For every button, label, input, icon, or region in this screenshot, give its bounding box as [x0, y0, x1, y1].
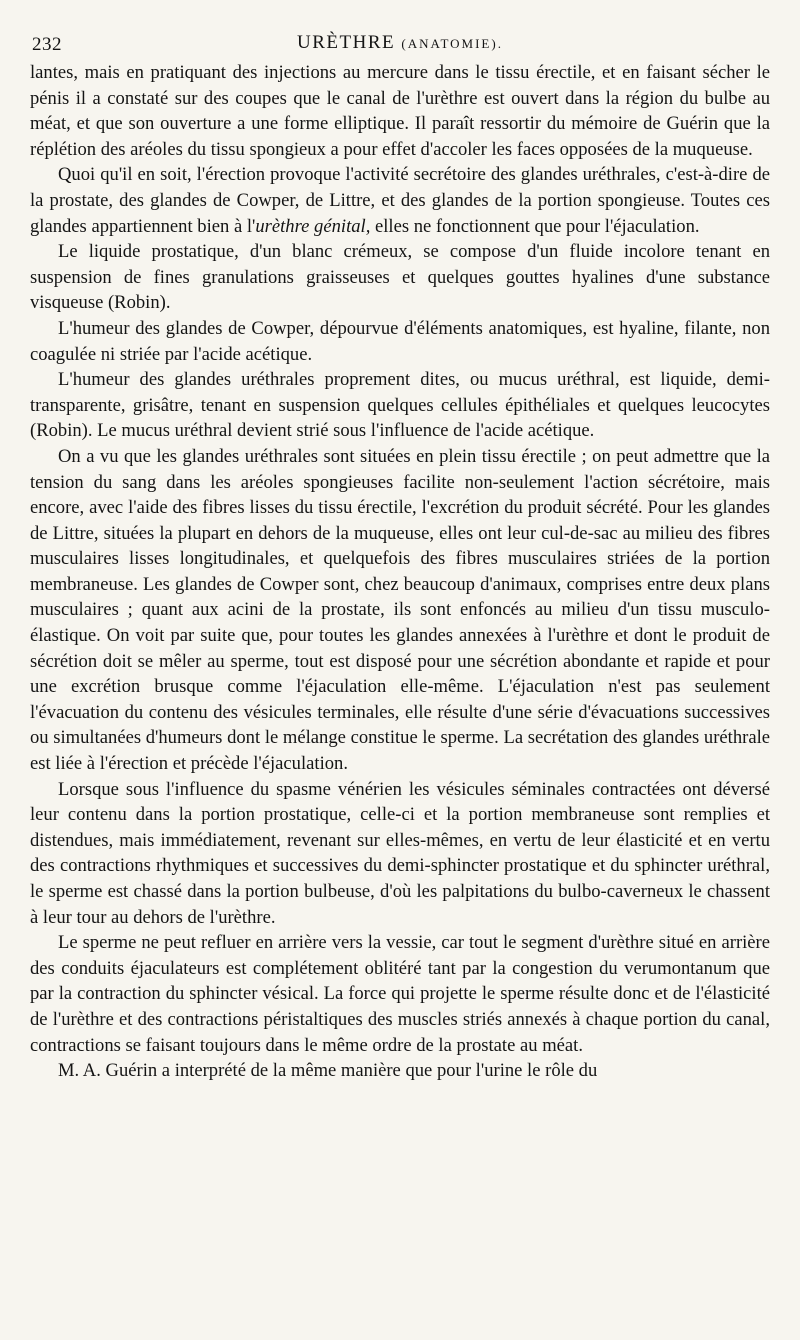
- paragraph: Le sperme ne peut refluer en arrière vers la vessie, car tout le segment d'urèthre situé en arrière des conduits éjaculateurs est complétement oblitéré tant par la congestion du verumontanum que par la contraction du sphincter vésical. La force qui projette le sperme résulte donc et de l'élasticité de l'urèthre et des contractions péristaltiques des muscles striés annexés à chaque portion du canal, contractions se faisant toujours dans le même ordre de la prostate au méat.: [30, 932, 770, 1056]
- paragraph: Lorsque sous l'influence du spasme vénérien les vésicules séminales contractées ont déversé leur contenu dans la portion prostatique, celle-ci et la portion membraneuse sont remplies et distendues, mais immédiatement, revenant sur elles-mêmes, en vertu de leur élasticité et en vertu des contractions rhythmiques et successives du demi-sphincter prostatique et du sphincter uréthral, le sperme est chassé dans la portion bulbeuse, d'où les palpitations du bulbo-caverneux le chassent à leur tour au dehors de l'urèthre.: [30, 778, 770, 928]
- paragraph-text: elles ne fonctionnent que pour l'éjaculation.: [370, 215, 700, 237]
- paragraph: [30, 162, 770, 239]
- emphasis-text: urèthre génital,: [255, 215, 371, 237]
- paragraph: lantes, mais en pratiquant des injections au mercure dans le tissu érectile, et en faisant sécher le pénis il a constaté sur des coupes que le canal de l'urèthre est ouvert dans la région du bulbe au méat, et que son ouverture a une forme elliptique. Il paraît ressortir du mémoire de Guérin que la réplétion des aréoles du tissu spongieux a pour effet d'accoler les faces opposées de la muqueuse.: [30, 62, 770, 160]
- paragraph: L'humeur des glandes de Cowper, dépourvue d'éléments anatomiques, est hyaline, filante, non coagulée ni striée par l'acide acétique.: [30, 317, 770, 365]
- running-title: [30, 32, 770, 54]
- page-number: 232: [32, 34, 62, 55]
- paragraph: Le liquide prostatique, d'un blanc crémeux, se compose d'un fluide incolore tenant en suspension de fines granulations graisseuses et quelques gouttes hyalines d'une substance visqueuse (Robin).: [30, 241, 770, 314]
- paragraph-text: Quoi qu'il en soit, l'érection provoque l'activité secrétoire des glandes uréthrales, c'est-à-dire de la prostate, des glandes de Cowper, de Littre, et des glandes de la portion spongieuse. Toutes ces glandes appartiennent bien à l': [30, 164, 770, 237]
- paragraph: L'humeur des glandes uréthrales proprement dites, ou mucus uréthral, est liquide, demi-transparente, grisâtre, tenant en suspension quelques cellules épithéliales et quelques leucocytes (Robin). Le mucus uréthral devient strié sous l'influence de l'acide acétique.: [30, 369, 770, 442]
- body-text: [30, 60, 770, 1084]
- paragraph: On a vu que les glandes uréthrales sont situées en plein tissu érectile ; on peut admettre que la tension du sang dans les aréoles spongieuses facilite non-seulement l'action sécrétoire, mais encore, avec l'aide des fibres lisses du tissu érectile, l'excrétion du produit sécrété. Pour les glandes de Littre, situées la plupart en dehors de la muqueuse, elles ont leur cul-de-sac au milieu des fibres musculaires lisses longitudinales, et quelquefois des fibres musculaires striées de la portion membraneuse. Les glandes de Cowper sont, chez beaucoup d'animaux, comprises entre deux plans musculaires ; quant aux acini de la prostate, ils sont enfoncés au milieu d'un tissu musculo-élastique. On voit par suite que, pour toutes les glandes annexées à l'urèthre et dont le produit de sécrétion doit se mêler au sperme, tout est disposé pour une sécrétion abondante et rapide et pour une excrétion brusque comme l'éjaculation elle-même. L'éjaculation n'est pas seulement l'évacuation du contenu des vésicules terminales, elle résulte d'une série d'évacuations successives ou simultanées d'humeurs dont le mélange constitue le sperme. La secrétation des glandes uréthrale est liée à l'érection et précède l'éjaculation.: [30, 445, 770, 775]
- running-header: [30, 26, 770, 60]
- running-title-main: URÈTHRE: [297, 32, 396, 53]
- paragraph: M. A. Guérin a interprété de la même manière que pour l'urine le rôle du: [58, 1060, 598, 1082]
- running-title-suffix: (ANATOMIE).: [401, 36, 503, 51]
